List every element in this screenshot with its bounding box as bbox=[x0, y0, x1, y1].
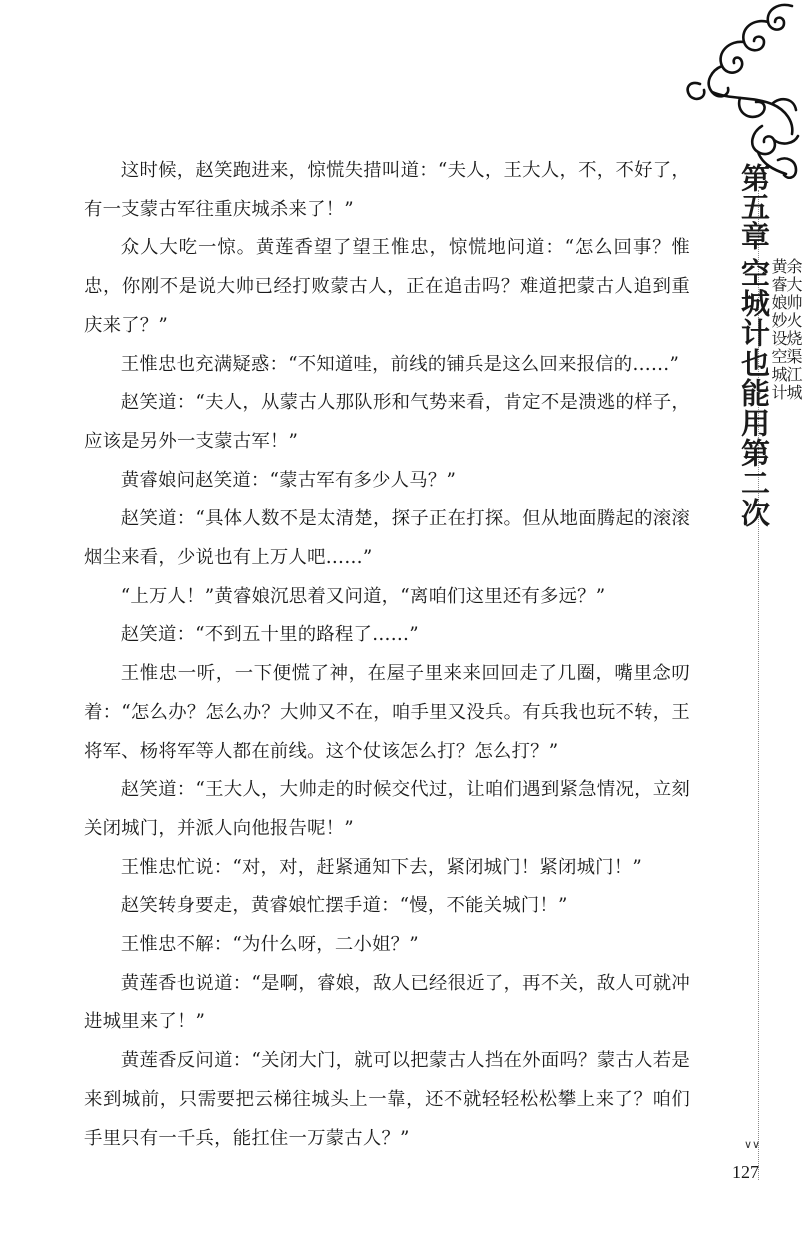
paragraph: 王惟忠不解：“为什么呀，二小姐？” bbox=[120, 934, 419, 956]
paragraph: 黄莲香也说道：“是啊，睿娘，敌人已经很近了，再不关，敌人可就冲进城里来了！” bbox=[84, 972, 690, 1033]
paragraph: 赵笑道：“夫人，从蒙古人那队形和气势来看，肯定不是溃逃的样子，应该是另外一支蒙古军！” bbox=[84, 392, 690, 452]
paragraph: 众人大吃一惊。黄莲香望了望王惟忠，惊慌地问道：“怎么回事？惟忠，你刚不是说大帅已经打败蒙古人，正在追击吗？难道把蒙古人追到重庆来了？” bbox=[84, 237, 690, 336]
paragraph: 赵笑道：“具体人数不是太清楚，探子正在打探。但从地面腾起的滚滚烟尘来看，少说也有上万人吧……” bbox=[84, 508, 690, 569]
page-number: 127 bbox=[732, 1162, 759, 1182]
body-text bbox=[84, 152, 690, 1158]
paragraph: 黄睿娘问赵笑道：“蒙古军有多少人马？” bbox=[120, 469, 457, 491]
paragraph: 黄莲香反问道：“关闭大门，就可以把蒙古人挡在外面吗？蒙古人若是来到城前，只需要把云梯往城头上一靠，还不就轻轻松松攀上来了？咱们手里只有一千兵，能扛住一万蒙古人？” bbox=[84, 1050, 690, 1149]
paragraph: 赵笑道：“王大人，大帅走的时候交代过，让咱们遇到紧急情况，立刻关闭城门，并派人向他报告呢！” bbox=[84, 779, 690, 839]
paragraph: 这时候，赵笑跑进来，惊慌失措叫道：“夫人，王大人，不，不好了，有一支蒙古军往重庆城杀来了！” bbox=[84, 160, 690, 220]
chapter-title: 空城计也能用第二次 bbox=[737, 258, 771, 528]
paragraph: 赵笑道：“不到五十里的路程了……” bbox=[120, 624, 419, 646]
paragraph: “上万人！”黄睿娘沉思着又问道，“离咱们这里还有多远？” bbox=[120, 585, 606, 607]
paragraph: 王惟忠忙说：“对，对，赶紧通知下去，紧闭城门！紧闭城门！” bbox=[120, 856, 642, 878]
paragraph: 王惟忠一听，一下便慌了神，在屋子里来来回回走了几圈，嘴里念叨着：“怎么办？怎么办？大帅又不在，咱手里又没兵。有兵我也玩不转，王将军、杨将军等人都在前线。这个仗该怎么打？怎么打？” bbox=[84, 663, 690, 762]
page-marker-icon: ∨∨ bbox=[744, 1138, 761, 1151]
paragraph: 王惟忠也充满疑惑：“不知道哇，前线的铺兵是这么回来报信的……” bbox=[120, 353, 680, 375]
chapter-subtitle-line-1: 余大帅火烧渠江城 bbox=[784, 258, 803, 402]
chapter-number: 第五章 bbox=[737, 163, 771, 250]
cloud-scroll-icon bbox=[682, 0, 800, 190]
paragraph: 赵笑转身要走，黄睿娘忙摆手道：“慢，不能关城门！” bbox=[120, 895, 568, 917]
chapter-subtitle-line-2: 黄睿娘妙设空城计 bbox=[769, 258, 788, 402]
